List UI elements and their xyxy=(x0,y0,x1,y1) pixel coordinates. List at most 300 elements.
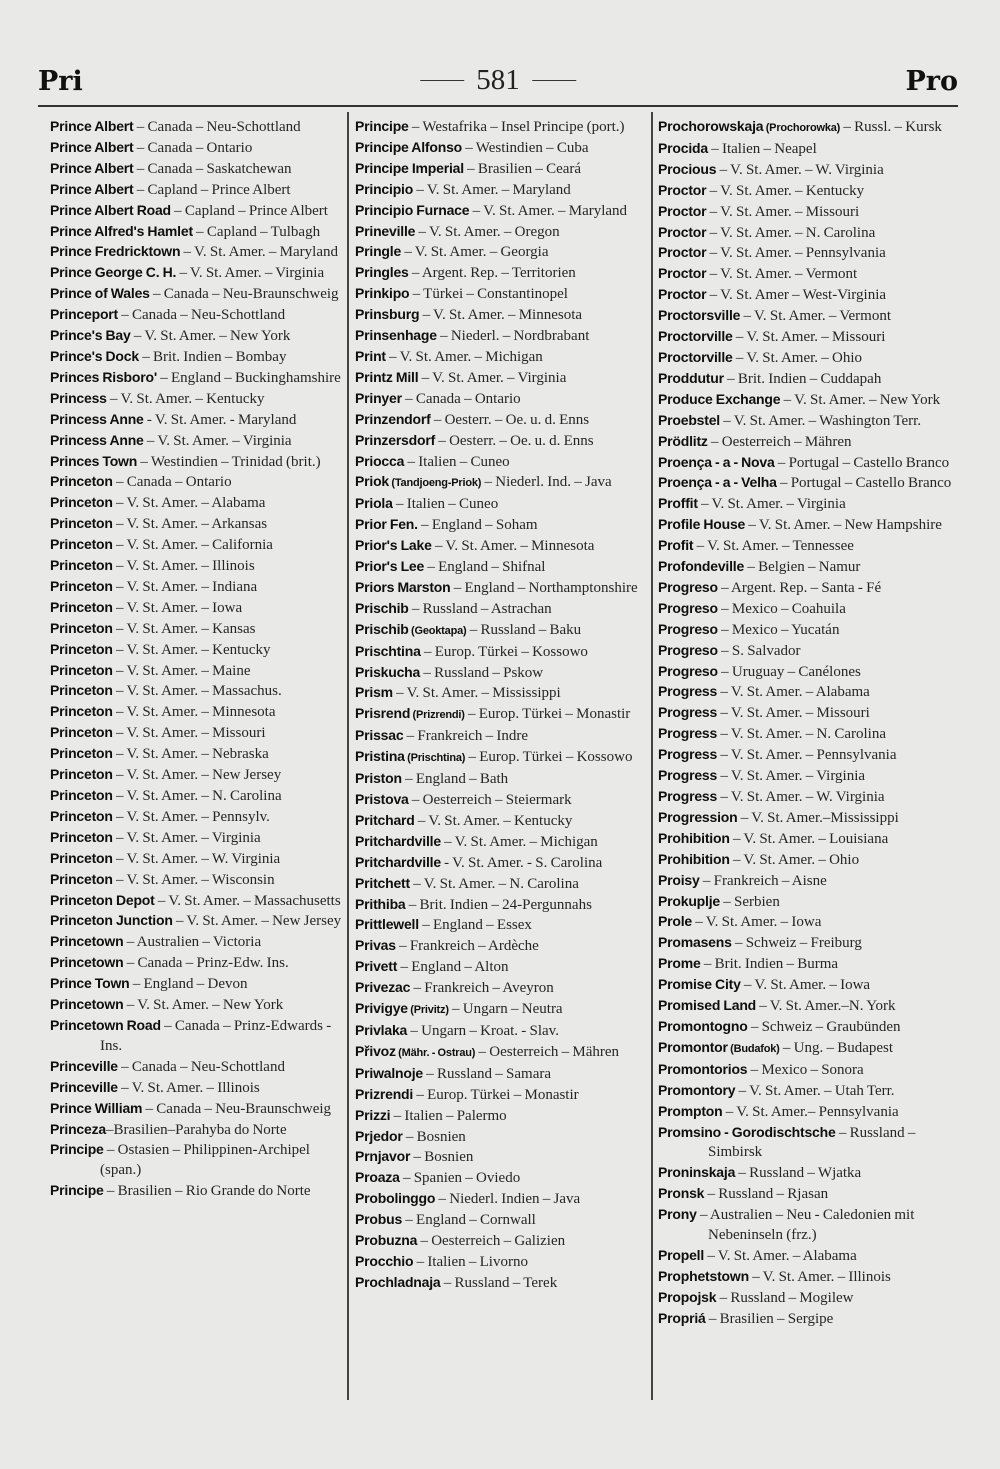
entry-headword: Promsino - Gorodischtsche xyxy=(658,1123,836,1140)
entry xyxy=(355,1273,648,1294)
entry-headword: Prinsenhage xyxy=(355,327,437,344)
entry-location: – V. St. Amer. – Maine xyxy=(112,662,251,679)
entry-location: – V. St. Amer. – Virginia xyxy=(717,768,866,785)
entry-location: – Ung. – Budapest xyxy=(779,1039,894,1056)
entry-column-2 xyxy=(355,117,648,1294)
entry-headword: Prjedor xyxy=(355,1127,403,1144)
entry-headword: Proctor xyxy=(658,223,707,240)
entry-location: – V. St. Amer. – Virginia xyxy=(143,432,292,449)
entry-headword: Prompton xyxy=(658,1102,723,1119)
entry xyxy=(355,620,648,642)
entry-location: – V. St. Amer. – Pennsylv. xyxy=(112,808,270,825)
entry-headword: Proença - a - Velha xyxy=(658,474,777,491)
entry xyxy=(658,160,958,181)
entry-location: – V. St. Amer. – Virginia xyxy=(418,369,567,386)
entry-headword: Princeton xyxy=(50,619,113,636)
entry xyxy=(50,493,346,514)
entry xyxy=(355,769,648,790)
entry-headword: Procida xyxy=(658,139,708,156)
header-right-catchword: Pro xyxy=(905,66,958,97)
entry xyxy=(50,828,346,849)
entry-location: – Portugal – Castello Branco xyxy=(774,454,950,471)
entry xyxy=(658,1081,958,1102)
entry-headword: Pritchard xyxy=(355,811,415,828)
entry-headword: Prochorowskaja xyxy=(658,118,764,134)
entry-location: – V. St. Amer. – Virginia xyxy=(112,829,261,846)
entry-headword: Prince's Bay xyxy=(50,327,131,344)
entry xyxy=(355,431,648,452)
entry-column-3 xyxy=(658,117,958,1330)
entry xyxy=(50,1181,346,1202)
entry-location: – Westindien – Trinidad (brit.) xyxy=(137,453,321,470)
entry-location: – V. St. Amer. – New Jersey xyxy=(172,913,342,930)
entry xyxy=(658,473,958,494)
entry-headword: Prior's Lake xyxy=(355,537,432,554)
entry xyxy=(658,348,958,369)
entry xyxy=(50,389,346,410)
entry-location: – V. St. Amer. – Virginia xyxy=(697,496,846,513)
entry xyxy=(658,515,958,536)
entry xyxy=(355,494,648,515)
entry-headword: Privlaka xyxy=(355,1021,408,1038)
entry-alt-name: (Tandjoeng-Priok) xyxy=(389,477,482,490)
entry xyxy=(355,472,648,494)
entry-location: – Argent. Rep. – Territorien xyxy=(408,265,576,282)
entry-location: – S. Salvador xyxy=(717,642,801,659)
entry-headword: Prince Town xyxy=(50,975,130,992)
entry xyxy=(50,305,346,326)
entry-headword: Princeton xyxy=(50,661,113,678)
entry xyxy=(50,410,346,431)
entry-location: – Ungarn – Neutra xyxy=(448,1001,563,1018)
entry xyxy=(50,765,346,786)
entry xyxy=(658,996,958,1017)
entry xyxy=(50,535,346,556)
entry xyxy=(50,870,346,891)
entry-location: - V. St. Amer. - Maryland xyxy=(143,411,297,428)
entry-headword: Prinyer xyxy=(355,389,402,406)
entry-location: – Canada – Prinz-Edw. Ins. xyxy=(123,955,289,972)
entry-location: – V. St. Amer. – N. Carolina xyxy=(706,224,876,241)
entry xyxy=(658,223,958,244)
entry-location: – V. St. Amer. – Mississippi xyxy=(392,685,561,702)
entry-headword: Privigye xyxy=(355,1000,408,1017)
entry-location: – V. St. Amer. – Iowa xyxy=(692,914,822,931)
entry-location: – Canada – Neu-Schottland xyxy=(118,307,286,324)
entry-headword: Prinzendorf xyxy=(355,410,431,427)
entry-location: – V. St. Amer. – Michigan xyxy=(385,348,543,365)
entry-headword: Propell xyxy=(658,1246,705,1263)
entry-headword: Princeza xyxy=(50,1120,106,1137)
entry xyxy=(50,891,346,912)
entry-headword: Princess xyxy=(50,389,107,406)
entry-location: – V. St. Amer. – Maryland xyxy=(469,202,628,219)
entry-headword: Principe xyxy=(50,1141,104,1158)
page-header xyxy=(38,62,958,102)
entry xyxy=(658,829,958,850)
entry xyxy=(50,368,346,389)
entry-headword: Profondeville xyxy=(658,558,745,575)
entry xyxy=(658,578,958,599)
entry-headword: Proisy xyxy=(658,871,700,888)
entry-location: – V. St. Amer. – Ohio xyxy=(729,851,860,868)
entry xyxy=(50,117,346,138)
entry-headword: Princeton xyxy=(50,577,113,594)
entry-headword: Prome xyxy=(658,955,701,972)
entry-location: – Canada – Ontario xyxy=(112,474,232,491)
entry xyxy=(658,1309,958,1330)
entry-headword: Principe Alfonso xyxy=(355,138,463,155)
entry-location: – Oesterreich – Mähren xyxy=(475,1043,620,1060)
entry-location: – V. St. Amer. – Massachusetts xyxy=(154,892,341,909)
entry-location: – V. St. Amer. – Maryland xyxy=(413,181,571,198)
entry xyxy=(50,577,346,598)
entry-location: – Ungarn – Kroat. - Slav. xyxy=(407,1022,559,1039)
entry-alt-name: (Prochorowka) xyxy=(763,122,841,134)
entry-location: – V. St. Amer. – Pennsylvania xyxy=(717,747,897,764)
entry xyxy=(50,138,346,159)
entry-headword: Progress xyxy=(658,725,718,742)
entry xyxy=(355,853,648,874)
entry-headword: Progreso xyxy=(658,599,718,616)
entry-location: – Europ. Türkei – Kossowo xyxy=(420,643,588,660)
entry-headword: Prittlewell xyxy=(355,916,419,933)
entry xyxy=(355,1021,648,1042)
entry-location: - V. St. Amer. - S. Carolina xyxy=(440,854,603,871)
entry-location: – Russland – Astrachan xyxy=(408,600,552,617)
entry-location: – Russland – Rjasan xyxy=(704,1186,829,1203)
entry-location: – V. St. Amer. – Iowa xyxy=(740,977,871,994)
entry-headword: Priston xyxy=(355,770,402,787)
entry-location: – Schweiz – Freiburg xyxy=(731,935,862,952)
entry-headword: Promontorios xyxy=(658,1060,748,1077)
entry-location: – V. St. Amer. – Nebraska xyxy=(112,746,269,763)
entry-headword: Princetown xyxy=(50,933,124,950)
entry-headword: Prohibition xyxy=(658,850,730,867)
entry-location: – V. St. Amer. – Massachus. xyxy=(112,683,282,700)
entry xyxy=(355,305,648,326)
entry-headword: Prince Albert xyxy=(50,138,134,155)
entry-headword: Progress xyxy=(658,704,718,721)
entry-headword: Přivoz xyxy=(355,1042,396,1059)
entry xyxy=(355,915,648,936)
entry-headword: Profit xyxy=(658,537,694,554)
entry-location: – V. St. Amer.–N. York xyxy=(756,998,896,1015)
entry-location: – England – Shifnal xyxy=(424,559,546,576)
entry xyxy=(50,723,346,744)
entry-headword: Princeton xyxy=(50,849,113,866)
entry-location: – Mexico – Sonora xyxy=(747,1061,864,1078)
entry-headword: Princess Anne xyxy=(50,431,144,448)
entry-location: – Oesterr. – Oe. u. d. Enns xyxy=(430,411,590,428)
entry-location: – V. St. Amer. – Missouri xyxy=(112,725,266,742)
entry-headword: Promontory xyxy=(658,1081,736,1098)
entry-location: – V. St. Amer. – Alabama xyxy=(704,1247,857,1264)
entry xyxy=(658,1184,958,1205)
entry xyxy=(355,832,648,853)
entry-location: – V. St. Amer. – W. Virginia xyxy=(716,161,884,178)
entry-alt-name: (Privitz) xyxy=(407,1004,449,1017)
entry-location: – Canada – Saskatchewan xyxy=(133,160,292,177)
entry xyxy=(355,936,648,957)
entry xyxy=(50,472,346,493)
entry-location: – Oesterr. – Oe. u. d. Enns xyxy=(435,432,594,449)
entry xyxy=(50,702,346,723)
entry-location: – V. St. Amer. – N. Carolina xyxy=(410,875,579,892)
entry xyxy=(658,117,958,139)
entry-location: – Niederl. – Nordbrabant xyxy=(436,328,590,345)
entry-headword: Pringles xyxy=(355,264,409,281)
entry-headword: Pritchardville xyxy=(355,832,441,849)
entry-location: – Canada – Prinz-Edwards - Ins. xyxy=(100,1017,332,1054)
entry xyxy=(658,1163,958,1184)
header-left-catchword: Pri xyxy=(38,66,83,97)
entry-location: –Brasilien–Parahyba do Norte xyxy=(106,1121,287,1138)
entry-headword: Priwalnoje xyxy=(355,1064,424,1081)
entry xyxy=(658,494,958,515)
entry-headword: Prinzersdorf xyxy=(355,431,436,448)
entry-location: – V. St. Amer. – Minnesota xyxy=(431,538,595,555)
entry-location: – V. St. Amer. – Illinois xyxy=(112,558,255,575)
entry xyxy=(658,662,958,683)
entry xyxy=(50,201,346,222)
entry-location: – V. St. Amer. – Minnesota xyxy=(419,307,583,324)
entry-headword: Proffit xyxy=(658,495,698,512)
entry-headword: Prince Albert xyxy=(50,118,134,134)
entry xyxy=(355,138,648,159)
entry xyxy=(355,368,648,389)
entry-location: – Frankreich – Aisne xyxy=(699,872,827,889)
entry xyxy=(355,347,648,368)
entry-location: – Brasilien – Ceará xyxy=(463,160,582,177)
entry xyxy=(658,599,958,620)
entry-location: – V. St. Amer. – Virginia xyxy=(176,265,325,282)
entry xyxy=(50,661,346,682)
entry-headword: Prödlitz xyxy=(658,432,708,449)
entry xyxy=(355,1252,648,1273)
entry-headword: Pronsk xyxy=(658,1185,705,1202)
entry-location: – V. St. Amer. – Washington Terr. xyxy=(720,412,922,429)
entry-location: – Oesterreich – Steiermark xyxy=(408,792,572,808)
entry-location: – V. St. Amer. – Kansas xyxy=(112,620,256,637)
entry xyxy=(50,619,346,640)
entry-alt-name: (Budafok) xyxy=(727,1042,780,1055)
entry xyxy=(658,264,958,285)
entry-location: – V. St. Amer.– Pennsylvania xyxy=(722,1103,899,1120)
entry-location: – Westafrika – Insel Principe (port.) xyxy=(408,119,625,135)
entry-headword: Princes Town xyxy=(50,452,138,469)
entry-location: – V. St. Amer. – Kentucky xyxy=(112,641,271,658)
entry-headword: Proaza xyxy=(355,1169,400,1186)
entry-location: – V. St. Amer. – Kentucky xyxy=(414,812,573,829)
entry-headword: Princeton xyxy=(50,745,113,762)
column-divider xyxy=(347,112,349,1400)
entry-location: – Mexico – Coahuila xyxy=(717,600,846,617)
entry-headword: Proctor xyxy=(658,244,707,261)
entry-headword: Progress xyxy=(658,746,718,763)
entry xyxy=(355,117,648,138)
entry-location: – Oesterreich – Galizien xyxy=(417,1233,566,1250)
entry xyxy=(658,1038,958,1060)
entry xyxy=(355,1042,648,1064)
entry-location: – V. St. Amer. – Maryland xyxy=(180,244,338,261)
entry-headword: Progreso xyxy=(658,578,718,595)
entry xyxy=(50,786,346,807)
entry xyxy=(658,850,958,871)
entry-headword: Principe xyxy=(50,1182,104,1199)
entry-location: – V. St. Amer. – Illinois xyxy=(117,1079,260,1096)
entry-headword: Prince Albert Road xyxy=(50,201,171,218)
entry-headword: Prince Albert xyxy=(50,159,134,176)
entry-headword: Princetown xyxy=(50,996,124,1013)
entry xyxy=(355,747,648,769)
entry-location: – England – Alton xyxy=(397,959,509,976)
entry-headword: Prischib xyxy=(355,620,409,637)
entry-alt-name: (Prizrendi) xyxy=(410,709,465,722)
entry xyxy=(50,326,346,347)
entry-headword: Promontogno xyxy=(658,1017,748,1034)
entry-headword: Principe xyxy=(355,118,409,134)
entry-headword: Prophetstown xyxy=(658,1267,749,1284)
entry xyxy=(658,453,958,474)
entry xyxy=(355,599,648,620)
entry-location: – V. St. Amer. – Illinois xyxy=(748,1268,891,1285)
entry xyxy=(355,726,648,747)
entry xyxy=(355,410,648,431)
entry-headword: Progreso xyxy=(658,662,718,679)
entry xyxy=(355,1210,648,1231)
entry-location: – Capland – Prince Albert xyxy=(133,181,291,198)
entry xyxy=(658,954,958,975)
entry xyxy=(658,432,958,453)
entry-headword: Principio xyxy=(355,180,414,197)
entry-alt-name: (Geoktapa) xyxy=(408,624,467,637)
entry xyxy=(355,1085,648,1106)
entry-headword: Pritchardville xyxy=(355,853,441,870)
entry-location: – Italien – Cuneo xyxy=(404,453,510,470)
entry xyxy=(50,556,346,577)
entry-location: – Italien – Cuneo xyxy=(392,496,499,513)
entry-headword: Priocca xyxy=(355,452,405,469)
entry-headword: Progress xyxy=(658,767,718,784)
entry-location: – V. St. Amer. – Indiana xyxy=(112,578,258,595)
entry xyxy=(658,1288,958,1309)
entry xyxy=(658,912,958,933)
entry-headword: Principe Imperial xyxy=(355,159,464,176)
entry-headword: Princetown xyxy=(50,954,124,971)
entry-headword: Prnjavor xyxy=(355,1148,411,1165)
entry xyxy=(50,974,346,995)
entry-headword: Propriá xyxy=(658,1309,706,1326)
entry-headword: Prohibition xyxy=(658,829,730,846)
entry xyxy=(658,557,958,578)
entry-headword: Prince Albert xyxy=(50,180,134,197)
entry-headword: Princeton xyxy=(50,766,113,783)
entry xyxy=(355,557,648,578)
entry-headword: Princeton xyxy=(50,870,113,887)
entry-location: – Bosnien xyxy=(402,1128,466,1145)
entry xyxy=(658,390,958,411)
entry-location: – Australien – Neu - Caledonien mit Nebeninseln (frz.) xyxy=(696,1207,915,1244)
entry xyxy=(50,640,346,661)
entry-headword: Princeton xyxy=(50,724,113,741)
entry-location: – V. St. Amer. – Utah Terr. xyxy=(735,1082,895,1099)
entry xyxy=(50,598,346,619)
entry-headword: Prony xyxy=(658,1206,697,1223)
entry-headword: Proninskaja xyxy=(658,1164,736,1181)
entry-headword: Princeville xyxy=(50,1057,118,1074)
entry xyxy=(658,139,958,160)
entry-location: – Oesterreich – Mähren xyxy=(707,433,852,450)
entry-location: – Mexico – Yucatán xyxy=(717,621,840,638)
entry xyxy=(658,327,958,348)
entry xyxy=(658,411,958,432)
entry-location: – Russland – Mogilew xyxy=(716,1289,854,1306)
entry-location: – V. St. Amer. – Georgia xyxy=(401,244,549,261)
entry-location: – V. St. Amer. – Vermont xyxy=(706,266,858,283)
entry-alt-name: (Mähr. - Ostrau) xyxy=(395,1046,476,1059)
entry-location: – Canada – Ontario xyxy=(401,390,521,407)
entry-headword: Promontor xyxy=(658,1038,728,1055)
entry-location: – V. St. Amer. – Missouri xyxy=(732,329,886,346)
entry-headword: Priok xyxy=(355,473,390,490)
entry-headword: Print xyxy=(355,347,386,364)
entry-location: – Russland – Pskow xyxy=(420,664,544,681)
entry xyxy=(50,284,346,305)
entry-location: – England – Devon xyxy=(129,976,248,993)
entry-location: – Europ. Türkei – Monastir xyxy=(413,1086,579,1103)
entry-headword: Prissac xyxy=(355,727,404,744)
entry-headword: Prince William xyxy=(50,1099,143,1116)
entry-location: – Argent. Rep. – Santa - Fé xyxy=(717,579,882,596)
entry-headword: Pritchett xyxy=(355,874,410,891)
entry-headword: Prior Fen. xyxy=(355,516,418,533)
entry-location: – Spanien – Oviedo xyxy=(399,1170,521,1187)
entry-location: – Brasilien – Sergipe xyxy=(705,1310,834,1327)
entry-location: – Westindien – Cuba xyxy=(462,139,589,156)
entry-location: – V. St. Amer. – W. Virginia xyxy=(717,789,885,805)
entry-headword: Prischib xyxy=(355,599,409,616)
entry xyxy=(50,452,346,473)
entry xyxy=(355,663,648,684)
entry-location: – Frankreich – Ardèche xyxy=(395,938,539,955)
entry-location: – V. St. Amer. – Missouri xyxy=(706,203,860,220)
entry-location: – V. St. Amer. – Alabama xyxy=(112,495,266,512)
entry-location: – V. St. Amer. – New York xyxy=(780,391,941,408)
entry xyxy=(658,1246,958,1267)
entry xyxy=(658,641,958,662)
entry-headword: Princeton xyxy=(50,703,113,720)
entry xyxy=(658,536,958,557)
entry-headword: Procchio xyxy=(355,1252,414,1269)
entry-location: – V. St. Amer. – New Hampshire xyxy=(745,517,942,534)
entry-headword: Progress xyxy=(658,788,718,804)
entry-headword: Princeville xyxy=(50,1078,118,1095)
entry-headword: Princeton xyxy=(50,515,113,532)
entry-location: – V. St. Amer. – New York xyxy=(130,328,291,345)
entry xyxy=(50,514,346,535)
entry xyxy=(50,180,346,201)
entry-headword: Prince's Dock xyxy=(50,347,139,364)
entry-location: – Italien – Livorno xyxy=(413,1253,528,1270)
entry xyxy=(50,995,346,1016)
entry-location: – V. St. Amer – West-Virginia xyxy=(706,287,887,304)
entry xyxy=(658,975,958,996)
entry xyxy=(355,811,648,832)
entry-location: – V. St. Amer. – Ohio xyxy=(732,349,863,366)
entry xyxy=(658,243,958,264)
entry-headword: Prole xyxy=(658,913,693,930)
